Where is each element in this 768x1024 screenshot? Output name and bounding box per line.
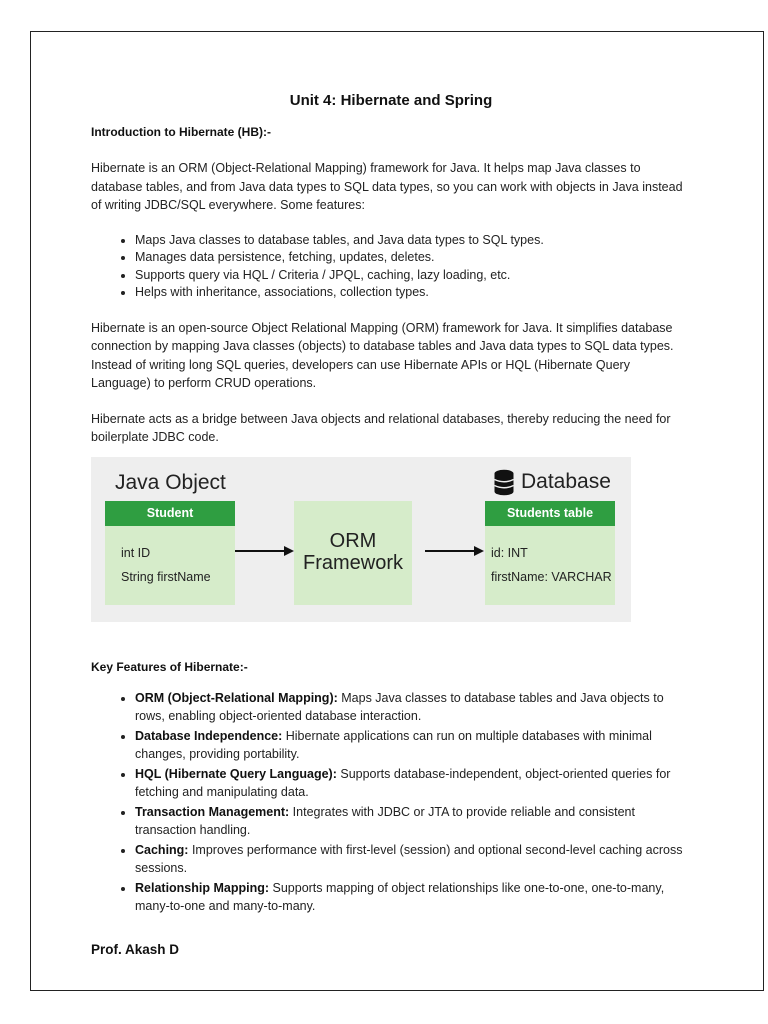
database-icon	[493, 469, 515, 496]
list-item	[135, 879, 691, 916]
page-content	[91, 92, 691, 957]
feature-description: Supports mapping of object relationships like one-to-one, one-to-many, many-to-one and many-to-many.	[135, 880, 665, 913]
framework-label: Framework	[302, 551, 403, 574]
list-item	[135, 765, 691, 802]
list-item	[135, 841, 691, 878]
arrow-to-database	[425, 545, 485, 557]
key-features-list	[91, 689, 691, 916]
feature-term: Relationship Mapping:	[135, 880, 270, 895]
document-page	[30, 31, 764, 991]
intro-paragraph: Hibernate is an ORM (Object-Relational Mapping) framework for Java. It helps map Java classes to database tables, and from Java data types to SQL data types, so you can work with objects in Java instead of writing JDBC/SQL everywhere. Some features:	[91, 161, 683, 212]
orm-label: ORM	[329, 529, 377, 552]
db-column: firstName: VARCHAR	[491, 569, 612, 584]
paragraph-bridge: Hibernate acts as a bridge between Java objects and relational databases, thereby reducing the need for boilerplate JDBC code.	[91, 411, 671, 444]
database-heading: Database	[521, 469, 611, 493]
list-item: • Manages data persistence, fetching, updates, deletes.	[135, 249, 691, 267]
feature-term: Database Independence:	[135, 728, 283, 743]
feature-description: Integrates with JDBC or JTA to provide reliable and consistent transaction handling.	[135, 804, 635, 837]
author-name: Prof. Akash D	[91, 941, 180, 957]
java-object-heading: Java Object	[115, 470, 226, 494]
feature-description: Hibernate applications can run on multiple databases with minimal changes, providing portability.	[135, 728, 652, 761]
java-field: String firstName	[121, 569, 211, 584]
list-item: • Maps Java classes to database tables, and Java data types to SQL types.	[135, 232, 691, 250]
list-item: • Helps with inheritance, associations, collection types.	[135, 284, 691, 302]
list-item	[135, 803, 691, 840]
feature-term: Transaction Management:	[135, 804, 290, 819]
student-class-box	[105, 501, 235, 605]
student-class-title: Student	[105, 501, 235, 526]
students-table-title: Students table	[485, 501, 615, 526]
orm-framework-box	[294, 501, 412, 605]
orm-diagram	[91, 457, 631, 622]
feature-description: Maps Java classes to database tables and Java objects to rows, enabling object-oriented database interaction.	[135, 690, 664, 723]
feature-term: ORM (Object-Relational Mapping):	[135, 690, 338, 705]
intro-heading: Introduction to Hibernate (HB):-	[91, 125, 271, 139]
list-item	[135, 689, 691, 726]
feature-list	[91, 232, 691, 302]
list-item	[135, 727, 691, 764]
page-title: Unit 4: Hibernate and Spring	[289, 92, 493, 109]
feature-description: Supports database-independent, object-oriented queries for fetching and manipulating data.	[135, 766, 671, 799]
feature-description: Improves performance with first-level (session) and optional second-level caching across sessions.	[135, 842, 683, 875]
arrow-to-orm	[235, 545, 295, 557]
list-item: • Supports query via HQL / Criteria / JPQL, caching, lazy loading, etc.	[135, 267, 691, 285]
feature-term: Caching:	[135, 842, 189, 857]
feature-term: HQL (Hibernate Query Language):	[135, 766, 337, 781]
paragraph-orm-overview: Hibernate is an open-source Object Relational Mapping (ORM) framework for Java. It simplifies database connection by mapping Java classes (objects) to database tables and Java data types to SQL data types. Instead of writing long SQL queries, developers can use Hibernate APIs or HQL (Hibernate Query Language) to perform CRUD operations.	[91, 320, 674, 390]
db-column: id: INT	[491, 545, 528, 560]
students-table-box	[485, 501, 615, 605]
java-field: int ID	[121, 545, 151, 560]
key-features-heading: Key Features of Hibernate:-	[91, 659, 248, 674]
